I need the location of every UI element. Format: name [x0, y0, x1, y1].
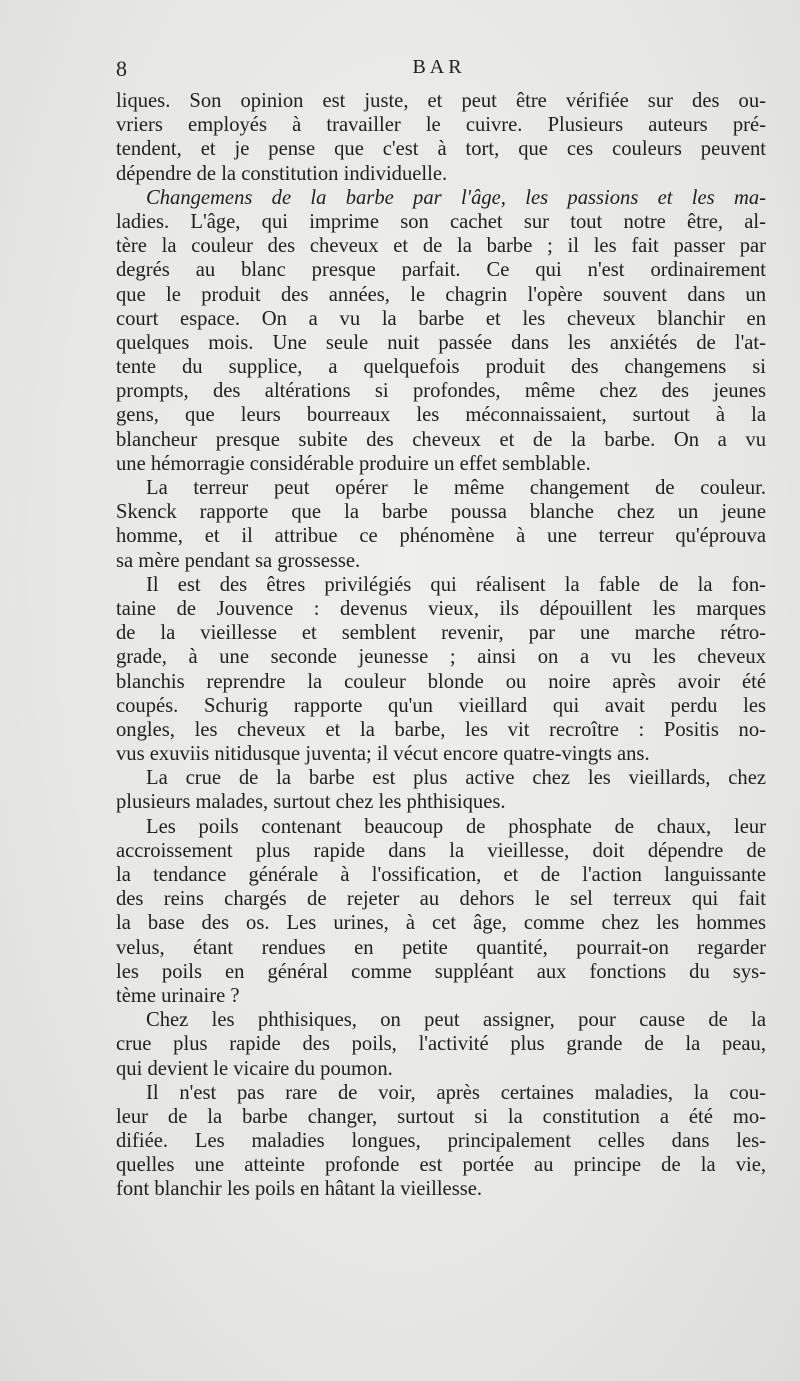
text-line: une hémorragie considérable produire un effet semblable.: [116, 452, 591, 475]
text-line: grade, à une seconde jeunesse ; ainsi on a vu les cheveux: [116, 646, 766, 669]
text-line: Skenck rapporte que la barbe poussa blanche chez un jeune: [116, 501, 766, 524]
text-line: degrés au blanc presque parfait. Ce qui n'est ordinairement: [116, 259, 766, 282]
text-line: dépendre de la constitution individuelle.: [116, 162, 448, 185]
text-line: accroissement plus rapide dans la vieillesse, doit dépendre de: [116, 839, 766, 862]
text-line: la base des os. Les urines, à cet âge, comme chez les hommes: [116, 912, 766, 935]
text-line: velus, étant rendues en petite quantité, pourrait-on regarder: [116, 936, 766, 959]
text-line: les poils en général comme suppléant aux fonctions du sys-: [116, 960, 766, 983]
text-line: ongles, les cheveux et la barbe, les vit recroître : Positis no-: [116, 718, 766, 741]
text-line: Chez les phthisiques, on peut assigner, pour cause de la: [146, 1009, 766, 1032]
running-head: BAR: [412, 56, 466, 78]
text-line: quelles une atteinte profonde est portée au principe de la vie,: [116, 1154, 766, 1177]
text-line: plusieurs malades, surtout chez les phthisiques.: [116, 791, 506, 814]
text-line: prompts, des altérations si profondes, même chez des jeunes: [116, 380, 766, 403]
text-line: ladies. L'âge, qui imprime son cachet sur tout notre être, al-: [116, 210, 766, 233]
text-line: tème urinaire ?: [116, 984, 240, 1007]
text-line: liques. Son opinion est juste, et peut être vérifiée sur des ou-: [116, 90, 766, 112]
text-line: la tendance générale à l'ossification, et de l'action languissante: [116, 864, 766, 886]
text-line: blanchis reprendre la couleur blonde ou noire après avoir été: [116, 670, 766, 693]
text-line: homme, et il attribue ce phénomène à une terreur qu'éprouva: [116, 525, 766, 548]
text-line: tère la couleur des cheveux et de la barbe ; il les fait passer par: [116, 235, 766, 258]
text-line: crue plus rapide des poils, l'activité plus grande de la peau,: [116, 1033, 766, 1056]
text-line: sa mère pendant sa grossesse.: [116, 549, 361, 572]
text-line: court espace. On a vu la barbe et les cheveux blanchir en: [116, 307, 766, 330]
text-line: tendent, et je pense que c'est à tort, que ces couleurs peuvent: [116, 138, 766, 161]
page-number: 8: [116, 56, 127, 81]
text-line: La crue de la barbe est plus active chez les vieillards, chez: [146, 767, 766, 790]
text-line: leur de la barbe changer, surtout si la constitution a été mo-: [116, 1105, 766, 1128]
text-line: La terreur peut opérer le même changement de couleur.: [146, 477, 766, 499]
text-line: blancheur presque subite des cheveux et de la barbe. On a vu: [116, 428, 766, 451]
text-line: que le produit des années, le chagrin l'opère souvent dans un: [116, 283, 766, 306]
text-line: tente du supplice, a quelquefois produit des changemens si: [116, 356, 766, 379]
page-header: [116, 56, 762, 86]
text-line: font blanchir les poils en hâtant la vieillesse.: [116, 1178, 483, 1201]
text-line: gens, que leurs bourreaux les méconnaissaient, surtout à la: [116, 404, 766, 427]
text-line: Il n'est pas rare de voir, après certaines maladies, la cou-: [146, 1081, 766, 1104]
text-line: Les poils contenant beaucoup de phosphate de chaux, leur: [146, 815, 766, 838]
text-line: taine de Jouvence : devenus vieux, ils dépouillent les marques: [116, 597, 766, 620]
text-line: Il est des êtres privilégiés qui réalisent la fable de la fon-: [146, 573, 766, 596]
text-line: coupés. Schurig rapporte qu'un vieillard qui avait perdu les: [116, 694, 766, 717]
text-line: difiée. Les maladies longues, principalement celles dans les-: [116, 1130, 766, 1153]
body-text: [116, 89, 766, 1202]
text-line: des reins chargés de rejeter au dehors le sel terreux qui fait: [116, 888, 766, 911]
text-line: vus exuviis nitidusque juventa; il vécut encore quatre-vingts ans.: [116, 743, 650, 766]
text-line: vriers employés à travailler le cuivre. Plusieurs auteurs pré-: [116, 114, 766, 137]
text-line: de la vieillesse et semblent revenir, par une marche rétro-: [116, 622, 766, 645]
section-heading-line: Changemens de la barbe par l'âge, les passions et les ma-: [146, 186, 766, 209]
text-line: quelques mois. Une seule nuit passée dans les anxiétés de l'at-: [116, 331, 766, 354]
text-line: qui devient le vicaire du poumon.: [116, 1057, 393, 1080]
